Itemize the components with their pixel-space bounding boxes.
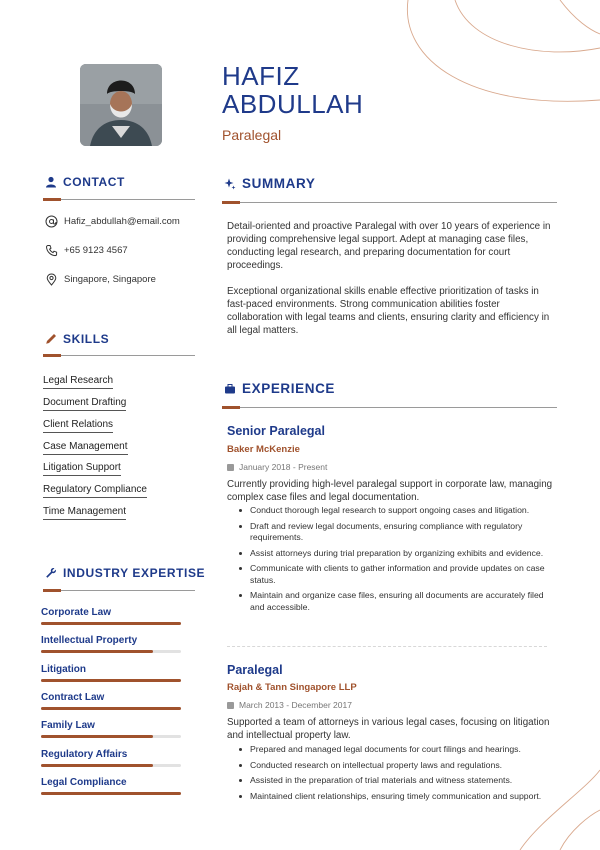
expertise-label: Intellectual Property xyxy=(41,635,138,647)
at-icon xyxy=(45,215,58,228)
expertise-label: Corporate Law xyxy=(41,607,112,618)
list-item: Conducted research on intellectual property laws and regulations. xyxy=(250,760,550,771)
skill-item: Regulatory Compliance xyxy=(43,484,147,498)
expertise-level-fill xyxy=(41,622,181,625)
skill-item: Litigation Support xyxy=(43,462,121,476)
wrench-icon xyxy=(45,567,57,579)
job-dates xyxy=(227,700,352,710)
pen-nib-icon xyxy=(45,333,57,345)
candidate-name xyxy=(222,62,363,118)
skill-item: Client Relations xyxy=(43,419,113,433)
last-name: ABDULLAH xyxy=(222,89,364,119)
expertise-item xyxy=(41,607,181,625)
contact-location-text: Singapore, Singapore xyxy=(64,274,156,285)
job-dates-text: March 2013 - December 2017 xyxy=(239,700,352,710)
contact-phone[interactable] xyxy=(45,244,128,257)
expertise-item xyxy=(41,692,181,710)
job-company: Baker McKenzie xyxy=(227,444,300,455)
expertise-label: Litigation xyxy=(41,663,86,675)
job-company: Rajah & Tann Singapore LLP xyxy=(227,682,357,693)
skills-heading: SKILLS xyxy=(45,332,109,346)
expertise-label: Family Law xyxy=(41,720,95,732)
expertise-level-bar xyxy=(41,622,181,625)
summary-heading: SUMMARY xyxy=(224,176,315,191)
expertise-level-fill xyxy=(41,707,181,710)
contact-phone-text: +65 9123 4567 xyxy=(64,245,128,256)
expertise-level-fill xyxy=(41,650,153,653)
list-item: Communicate with clients to gather information and provide updates on case status. xyxy=(250,563,550,586)
job-dates-text: January 2018 - Present xyxy=(239,462,328,472)
job-bullets xyxy=(250,744,550,806)
list-item: Assisted in the preparation of trial materials and witness statements. xyxy=(250,775,550,786)
first-name: HAFIZ xyxy=(222,61,300,91)
summary-paragraph: Exceptional organizational skills enable effective prioritization of tasks in fast-paced environments. Strong communication abilities foster collaboration with legal teams and clients, ensuring clarity and efficiency in all legal matters. xyxy=(227,286,550,336)
skill-item: Time Management xyxy=(43,506,126,520)
list-item: Assist attorneys during trial preparation by organizing exhibits and evidence. xyxy=(250,548,550,559)
expertise-level-fill xyxy=(41,679,181,682)
summary-rule xyxy=(222,202,557,203)
contact-email[interactable] xyxy=(45,215,180,228)
contact-location xyxy=(45,273,156,286)
list-item: Maintained client relationships, ensuring timely communication and support. xyxy=(250,791,550,802)
expertise-level-bar xyxy=(41,792,181,795)
contact-email-text: Hafiz_abdullah@email.com xyxy=(64,216,180,227)
job-dates xyxy=(227,462,327,472)
profile-photo xyxy=(80,64,162,146)
summary-paragraph: Detail-oriented and proactive Paralegal with over 10 years of experience in providing comprehensive legal support. Adept at managing case files, conducting legal research, and preparing documentation for court proceedings. xyxy=(227,221,551,271)
location-pin-icon xyxy=(45,273,58,286)
expertise-rule xyxy=(43,590,195,591)
list-item: Draft and review legal documents, ensuring compliance with regulatory requirements. xyxy=(250,521,550,544)
expertise-level-bar xyxy=(41,679,181,682)
skill-item: Document Drafting xyxy=(43,397,126,411)
skill-item: Case Management xyxy=(43,441,128,455)
expertise-item xyxy=(41,749,181,767)
job-separator xyxy=(227,646,547,647)
expertise-heading: INDUSTRY EXPERTISE xyxy=(45,566,205,580)
list-item: Maintain and organize case files, ensuring all documents are accurately filed and accessible. xyxy=(250,590,550,613)
experience-heading: EXPERIENCE xyxy=(224,381,335,396)
expertise-label: Contract Law xyxy=(41,691,105,703)
skill-item: Legal Research xyxy=(43,375,113,389)
expertise-label: Regulatory Affairs xyxy=(41,748,128,760)
job-summary: Supported a team of attorneys in various legal cases, focusing on litigation and intellectual property law. xyxy=(227,717,550,741)
expertise-level-bar xyxy=(41,764,181,767)
phone-icon xyxy=(45,244,58,257)
briefcase-icon xyxy=(224,383,236,395)
calendar-icon xyxy=(227,702,234,709)
job-title: Paralegal xyxy=(222,127,282,143)
job-role: Senior Paralegal xyxy=(227,424,325,438)
expertise-level-bar xyxy=(41,735,181,738)
expertise-level-bar xyxy=(41,650,181,653)
expertise-level-fill xyxy=(41,764,153,767)
expertise-level-fill xyxy=(41,792,181,795)
expertise-item xyxy=(41,777,181,795)
job-bullets xyxy=(250,505,550,617)
avatar xyxy=(80,64,162,146)
job-summary: Currently providing high-level paralegal support in corporate law, managing complex case files and legal documentation. xyxy=(227,479,553,503)
skills-rule xyxy=(43,355,195,356)
list-item: Conduct thorough legal research to support ongoing cases and litigation. xyxy=(250,505,550,516)
calendar-icon xyxy=(227,464,234,471)
contact-rule xyxy=(43,199,195,200)
expertise-level-fill xyxy=(41,735,153,738)
expertise-level-bar xyxy=(41,707,181,710)
experience-rule xyxy=(222,407,557,408)
contact-heading: CONTACT xyxy=(45,175,125,189)
expertise-item xyxy=(41,635,181,653)
sparkle-icon xyxy=(224,178,236,190)
expertise-label: Legal Compliance xyxy=(41,776,127,788)
job-role: Paralegal xyxy=(227,663,283,677)
expertise-item xyxy=(41,664,181,682)
expertise-item xyxy=(41,720,181,738)
user-icon xyxy=(45,176,57,188)
list-item: Prepared and managed legal documents for court filings and hearings. xyxy=(250,744,550,755)
